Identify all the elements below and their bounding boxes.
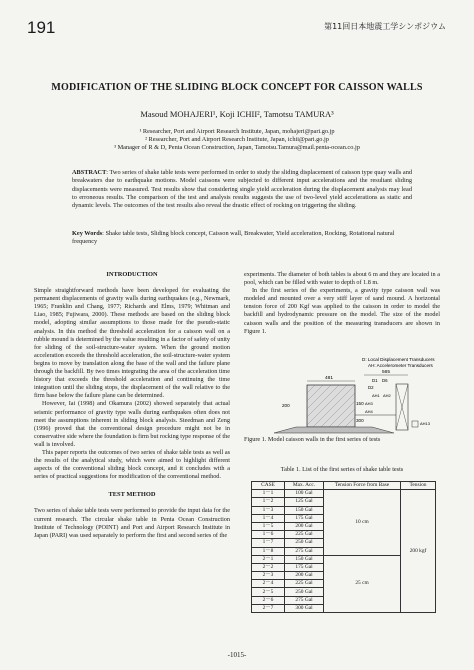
cell-acc: 150 Gal <box>285 555 324 563</box>
cell-force-group-2: 25 cm <box>324 555 401 612</box>
cell-case: 2－3 <box>252 572 285 580</box>
cell-case: 1－1 <box>252 490 285 498</box>
label-ah1: AH1 <box>372 393 380 398</box>
introduction-heading: INTRODUCTION <box>106 271 158 278</box>
right-paragraph-1: experiments. The diameter of both tables is about 6 m and they are located in a pool, which can be filled with water to depth of 1.8 m. <box>244 271 440 287</box>
table-header-row <box>252 482 436 490</box>
cell-case: 1－8 <box>252 547 285 555</box>
abstract-label: ABSTRACT <box>72 169 107 176</box>
paper-title: MODIFICATION OF THE SLIDING BLOCK CONCEPT FOR CAISSON WALLS <box>51 82 423 93</box>
cell-case: 2－7 <box>252 604 285 612</box>
label-ah3: AH3 <box>365 401 373 406</box>
cell-acc: 200 Gal <box>285 522 324 530</box>
dim-565: 565 <box>382 370 391 375</box>
page-number: 191 <box>27 18 56 37</box>
cell-case: 2－6 <box>252 596 285 604</box>
sensor-box <box>412 421 418 427</box>
col-max-acc: Max. Acc. <box>285 482 324 490</box>
cell-acc: 175 Gal <box>285 563 324 571</box>
dim-481: 481 <box>325 376 334 381</box>
cell-acc: 300 Gal <box>285 604 324 612</box>
right-column <box>244 271 440 336</box>
page-footer: -1015- <box>227 651 247 659</box>
intro-paragraph-2: However, Iai (1998) and Okamura (2002) showed separately that actual seismic performance of gravity type walls during earthquakes often does not meet the assumptions inherent in sliding block analysis. Steedman and Zeng (1996) proved that the conventional design procedure might not be in conservative side where the foundation is firm but rocking type response of the wall is involved. <box>34 400 230 448</box>
cell-case: 1－5 <box>252 522 285 530</box>
table-row <box>252 490 436 498</box>
label-d6: D6 <box>382 378 388 383</box>
cell-case: 2－4 <box>252 580 285 588</box>
cell-acc: 175 Gal <box>285 514 324 522</box>
intro-paragraph-1: Simple straightforward methods have been developed for evaluating the permanent displacements of gravity walls during earthquakes (e.g., Newmark, 1965; Franklin and Chang, 1977; Richards and Elms, 1979; Whitman and Liao, 1985; Fujiwara, 2000). These methods are based on the sliding block model, adopting similar assumptions to those made for the pseudo-static analysis. In this method the threshold acceleration for a caisson wall on a rubble mound is determined by the value resulting in a factor of safety of unity for sliding of the soil-structure-water system. When the ground motion acceleration exceeds the threshold acceleration, the soil-structure-water system begins to move by translation along the base of the wall and the failure plane through the backfill. By two times integrating the area of the acceleration time history that exceeds the threshold acceleration and continuing the time integration until the sliding stops, the displacement of the wall relative to the firm base below the failure plane can be determined. <box>34 287 230 400</box>
cell-acc: 225 Gal <box>285 580 324 588</box>
cell-case: 1－2 <box>252 498 285 506</box>
cell-force-group-1: 10 cm <box>324 490 401 556</box>
table-1-shake-tests <box>251 481 436 613</box>
cell-acc: 250 Gal <box>285 539 324 547</box>
sand-mound <box>274 427 394 433</box>
abstract <box>72 169 412 210</box>
dim-300: 300 <box>356 418 364 423</box>
cell-acc: 200 Gal <box>285 572 324 580</box>
cell-acc: 150 Gal <box>285 506 324 514</box>
label-ah4: AH4 <box>365 409 373 414</box>
cell-acc: 225 Gal <box>285 531 324 539</box>
col-tension: Tension <box>401 482 436 490</box>
cell-acc: 275 Gal <box>285 547 324 555</box>
label-d2: D2 <box>368 385 374 390</box>
cell-case: 2－1 <box>252 555 285 563</box>
right-paragraph-2: In the first series of the experiments, a gravity type caisson wall was modeled and mounted over a very stiff layer of sand mound. A horizontal tension force of 200 Kgf was applied to the caisson in order to model the backfill and hydrodynamic pressure on the model. The size of the model caisson walls and the position of the measuring transducers are shown in Figure 1. <box>244 287 440 335</box>
cell-case: 2－2 <box>252 563 285 571</box>
label-d1: D1 <box>372 378 378 383</box>
dim-150: 150 <box>356 401 364 406</box>
affiliation-1: ¹ Researcher, Port and Airport Research Institute, Japan, mohajeri@pari.go.jp <box>139 128 335 135</box>
label-ah13: AH13 <box>420 421 431 426</box>
cell-acc: 250 Gal <box>285 588 324 596</box>
cell-case: 1－7 <box>252 539 285 547</box>
affiliation-2: ² Researcher, Port and Airport Research Institute, Japan, ichii@pari.go.jp <box>145 136 329 143</box>
affiliation-3: ³ Manager of R & D, Penta Ocean Construction, Japan, Tamotsu.Tamura@mail.penta-ocean.co.jp <box>114 144 360 151</box>
cell-case: 2－5 <box>252 588 285 596</box>
table-1-caption: Table 1. List of the first series of shake table tests <box>280 466 404 473</box>
dim-200: 200 <box>282 403 290 408</box>
cell-case: 1－6 <box>252 531 285 539</box>
cell-case: 1－4 <box>252 514 285 522</box>
symposium-header: 第11回日本地震工学シンポジウム <box>324 22 446 31</box>
keywords-text: : Shake table tests, Sliding block concept, Caisson wall, Breakwater, Yield acceleration, Rocking, Rotational natural frequency <box>72 230 395 246</box>
col-tension-force: Tension Force from Base <box>324 482 401 490</box>
intro-paragraph-3: This paper reports the outcomes of two series of shake table tests as well as the results of the analytical study, which were aimed to highlight different aspects of the conventional sliding block concept, and it concludes with a series of practical suggestions for modification of the conventional method. <box>34 448 230 481</box>
abstract-text: : Two series of shake table tests were performed in order to study the sliding displacement of caisson type quay walls and breakwaters due to earthquake motions. Model caissons were subjected to different input accelerations and the resultant sliding displacements were measured. Test results show that considering single yield acceleration during the displacement analysis may lead to erroneous results. The comparison of the test and analysis results suggests the use of two-level yield accelerations as static and dynamic levels. The outcomes of the test results also reveal the drastic effect of rocking on triggering the sliding. <box>72 169 412 210</box>
label-ah2: AH2 <box>383 393 391 398</box>
figure-legend-d: D: Local Displacement Transducers <box>362 357 435 362</box>
paper-authors: Masoud MOHAJERI¹, Koji ICHII², Tamotsu TAMURA³ <box>140 109 334 119</box>
test-method-heading: TEST METHOD <box>108 491 156 499</box>
col-case: CASE <box>252 482 285 490</box>
cell-acc: 275 Gal <box>285 596 324 604</box>
figure-1-caption: Figure 1. Model caisson walls in the first series of tests <box>244 436 381 443</box>
method-paragraph-1: Two series of shake table tests were performed to provide the input data for the current research. The circular shake table in Penta Ocean Construction Institute of Technology (POINT) and Port and Airport Research Institute in Japan (PARI) was used separately to perform the first and second series of the <box>34 507 230 539</box>
figure-1-caisson-model <box>244 355 444 435</box>
cell-tension: 200 kgf <box>401 490 436 613</box>
cell-case: 1－3 <box>252 506 285 514</box>
keywords <box>72 230 412 247</box>
cell-acc: 100 Gal <box>285 490 324 498</box>
left-column <box>34 271 230 540</box>
keywords-label: Key Words <box>72 230 103 237</box>
cell-acc: 125 Gal <box>285 498 324 506</box>
figure-legend-ah: AH: Accelerometer Transducers <box>368 363 433 368</box>
caisson-block <box>307 385 355 427</box>
